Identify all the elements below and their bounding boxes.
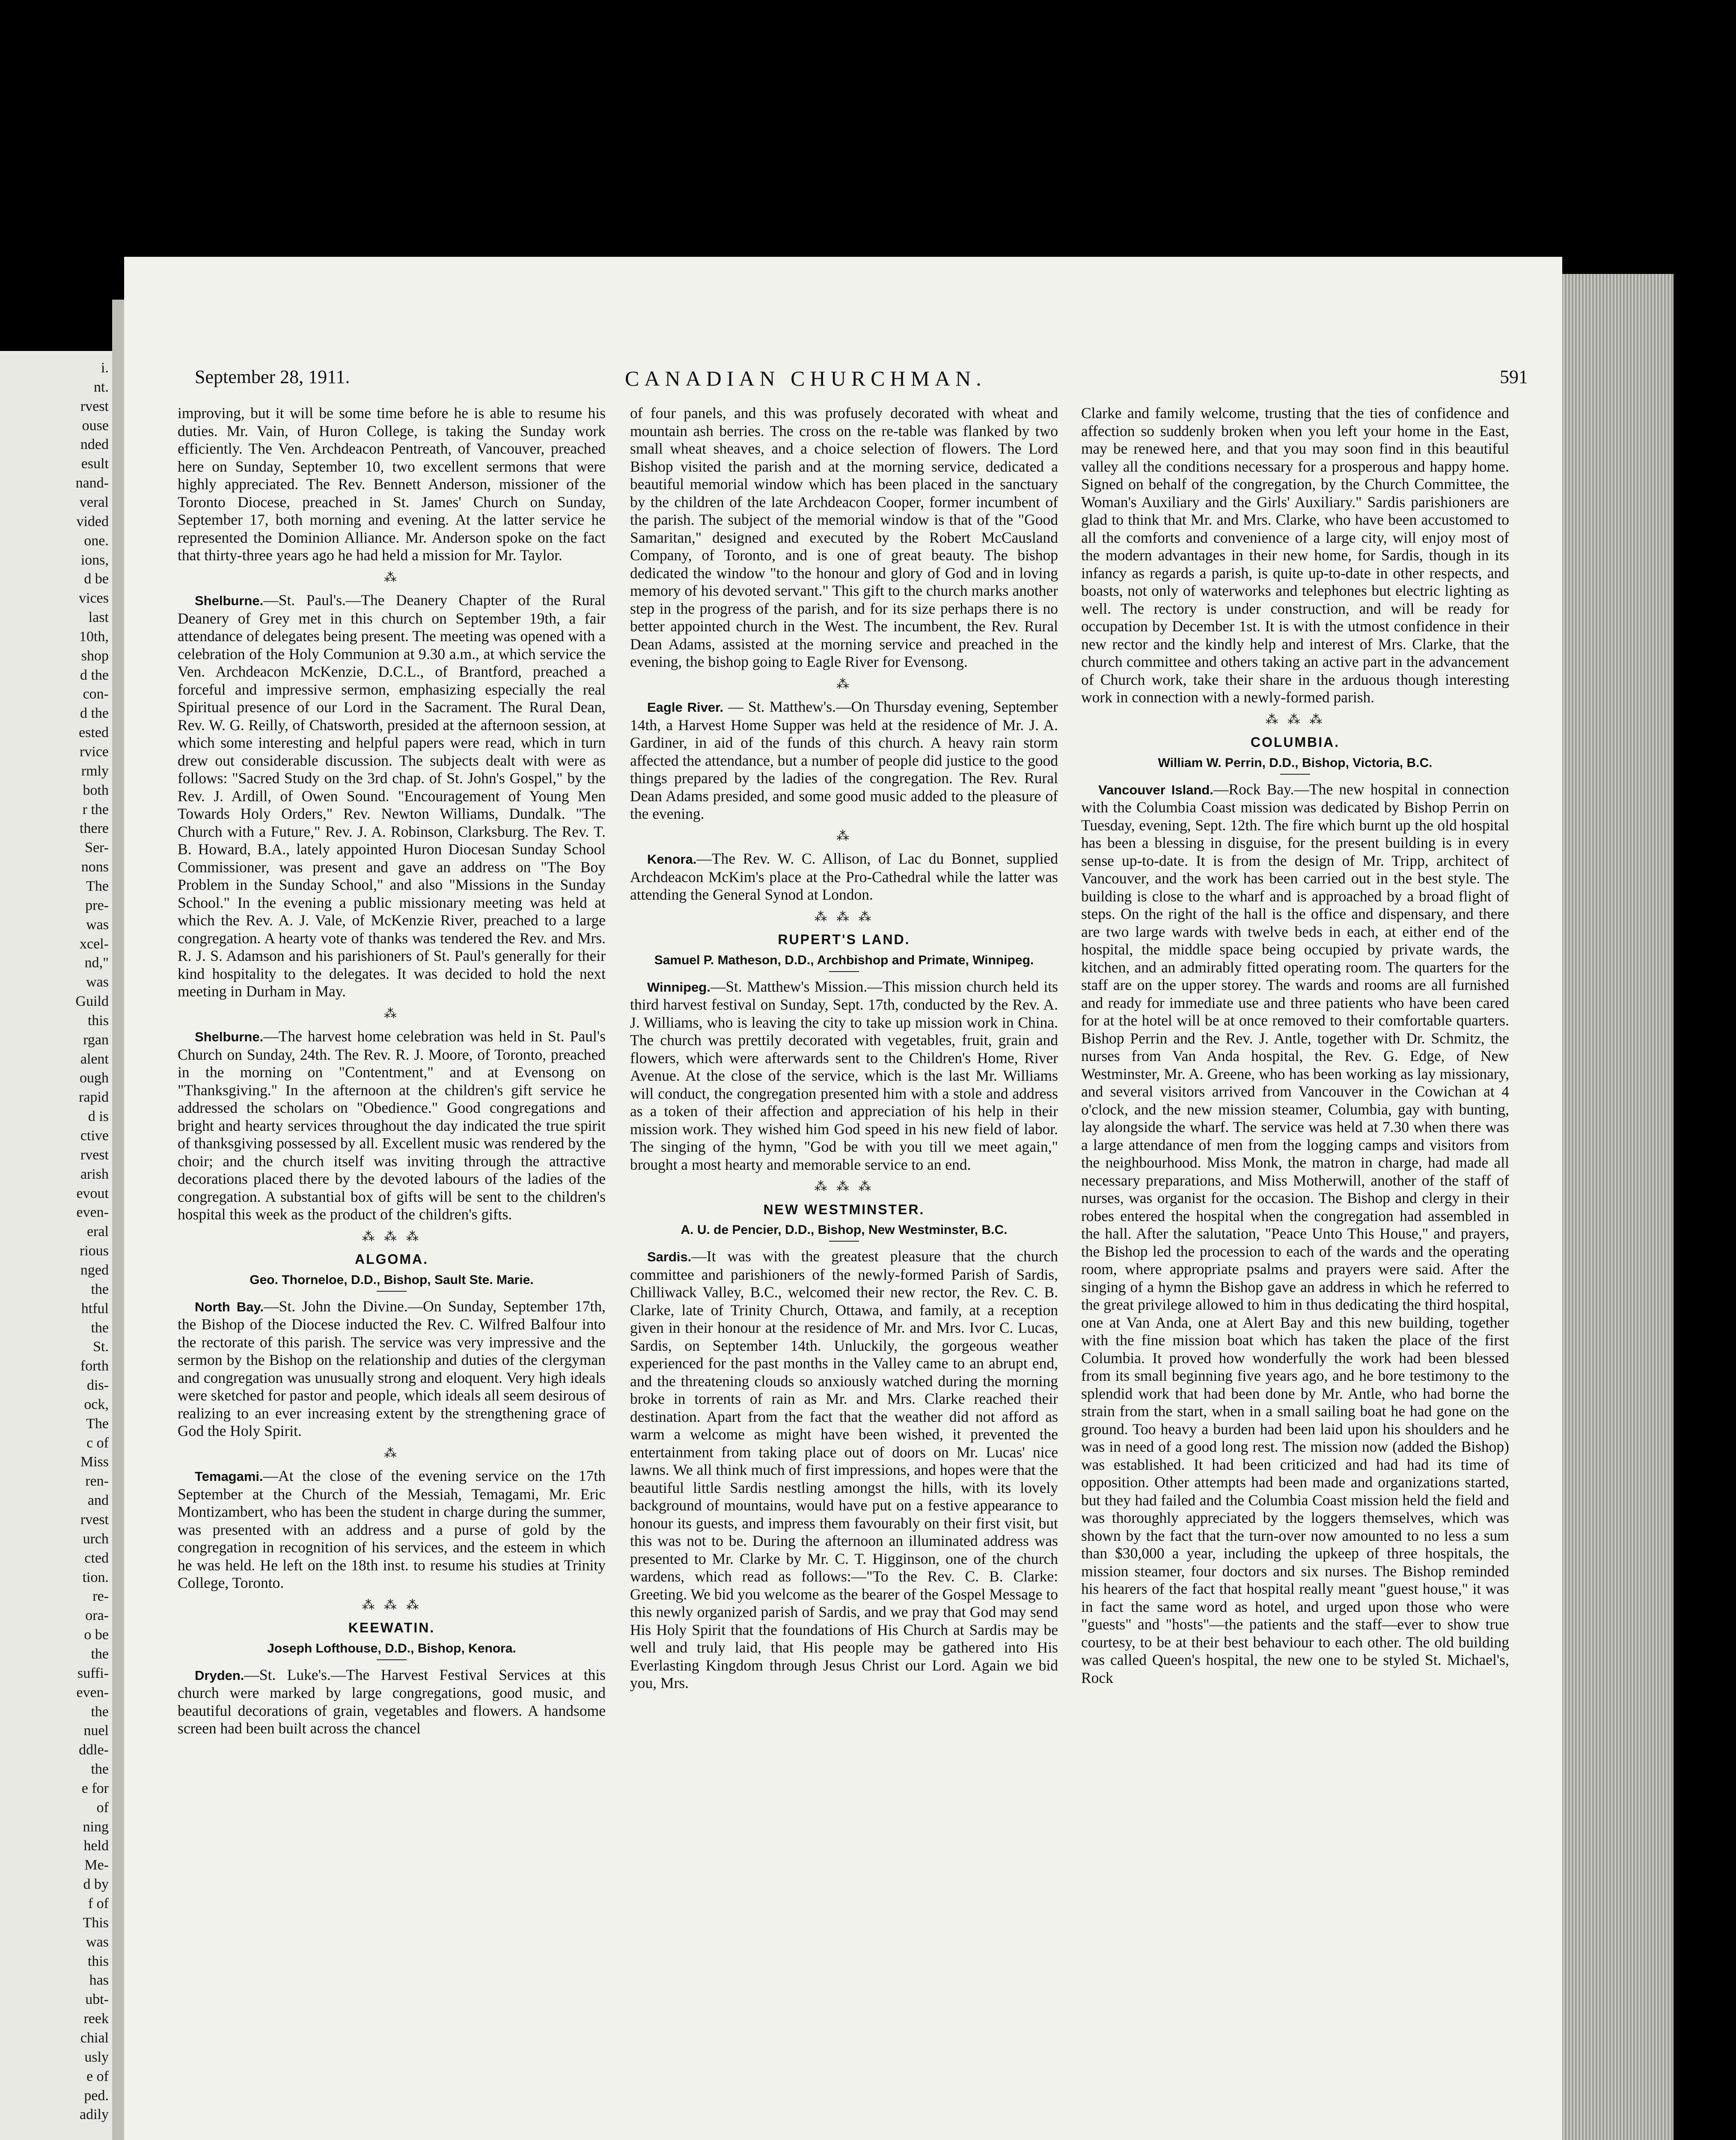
left-page-text-fragment: rgan: [83, 1031, 109, 1048]
left-page-text-fragment: last: [88, 609, 109, 626]
left-page-text-fragment: pre-: [85, 897, 109, 913]
ornament: ⁂: [836, 676, 852, 692]
bishop-heading: William W. Perrin, D.D., Bishop, Victoria, B.C.: [1158, 755, 1433, 770]
bishop-heading: Joseph Lofthouse, D.D., Bishop, Kenora.: [267, 1641, 516, 1656]
left-page-text-fragment: This: [83, 1914, 109, 1931]
place-name: Sardis.: [647, 1249, 692, 1264]
article-paragraph: of four panels, and this was profusely decorated with wheat and mountain ash berries. The cross on the re-table was flanked by two small wheat sheaves, and a choice selection of flowers. The Lord Bishop visited the parish and at the morning service, dedicated a beautiful memorial window which has been placed in the sanctuary by the children of the late Archdeacon Cooper, former incumbent of the parish. The subject of the memorial window is that of the "Good Samaritan," designed and executed by the Robert McCausland Company, of Toronto, and is one of great beauty. The bishop dedicated the window "to the honour and glory of God and in loving memory of his devoted servant." This gift to the church marks another step in the progress of the parish, and for its size perhaps there is no better appointed church in the West. The incumbent, the Rev. Rural Dean Adams, assisted at the morning service and preached in the evening, the bishop going to Eagle River for Evensong.: [630, 404, 1058, 670]
article-paragraph: Winnipeg.—St. Matthew's Mission.—This mission church held its third harvest festival on Sunday, Sept. 17th, conducted by the Rev. A. J. Williams, who is leaving the city to take up mission work in China. The church was prettily decorated with vegetables, fruit, grain and flowers, which were afterwards sent to the Children's Home, River Avenue. At the close of the service, which is the last Mr. Williams will conduct, the congregation presented him with a stole and address as a token of their affection and appreciation of his help in their mission work. They wished him God speed in his new field of labor. The singing of the hymn, "God be with you till we meet again," brought a most hearty and memorable service to an end.: [630, 978, 1058, 1173]
left-page-text-fragment: d is: [88, 1109, 109, 1125]
left-page-text-fragment: reek: [83, 2011, 109, 2027]
ornament: ⁂ ⁂ ⁂: [362, 1229, 422, 1244]
divider: [829, 971, 859, 972]
bishop-heading: Samuel P. Matheson, D.D., Archbishop and Primate, Winnipeg.: [654, 953, 1034, 967]
left-page-text-fragment: ning: [83, 1819, 109, 1835]
place-name: Eagle River.: [647, 700, 724, 715]
ornament: ⁂: [836, 828, 852, 844]
left-page-text-fragment: the: [91, 1281, 109, 1297]
left-page-text-fragment: the: [91, 1646, 109, 1662]
left-page-text-fragment: rmly: [81, 763, 109, 779]
left-page-text-fragment: d the: [80, 667, 109, 683]
ornament: ⁂ ⁂ ⁂: [814, 1179, 874, 1194]
place-name: Kenora.: [647, 852, 697, 867]
left-page-text-fragment: Me-: [84, 1857, 109, 1873]
left-page-text-fragment: rvice: [80, 744, 109, 760]
left-page-text-fragment: cted: [84, 1550, 109, 1566]
left-page-text-fragment: nded: [80, 437, 109, 453]
left-page-text-fragment: dis-: [87, 1377, 109, 1394]
bishop-heading: A. U. de Pencier, D.D., Bishop, New Westminster, B.C.: [681, 1223, 1008, 1237]
ornament: ⁂: [384, 570, 399, 585]
divider: [1280, 774, 1310, 775]
newspaper-page: [124, 257, 1562, 2140]
left-page-text-fragment: eral: [87, 1224, 109, 1240]
left-page-text-fragment: of: [96, 1799, 109, 1816]
left-page-text-fragment: esult: [81, 456, 109, 472]
article-paragraph: Clarke and family welcome, trusting that the ties of confidence and affection so suddenly broken when you left your home in the East, may be renewed here, and that you may soon find in this beautiful valley all the conditions necessary for a prosperous and happy home. Signed on behalf of the congregation, by the Church Committee, the Woman's Auxiliary and the Girls' Auxiliary." Sardis parishioners are glad to think that Mr. and Mrs. Clarke, who have been accustomed to all the comforts and convenience of a large city, will enjoy most of the modern advantages in their new home, for Sardis, though in its infancy as regards a parish, is quite up-to-date in other respects, and boasts, not only of waterworks and telephones but electric lighting as well. The rectory is under construction, and will be ready for occupation by December 1st. It is with the utmost confidence in their new rector and the kindly help and interest of Mrs. Clarke, that the church committee and others taking an active part in the advancement of Church work, take their share in the arduous though interesting work in connection with a newly-formed parish.: [1081, 404, 1509, 706]
left-page-text-fragment: ions,: [80, 552, 109, 568]
left-page-text-fragment: ctive: [80, 1128, 109, 1144]
left-page-text-fragment: ped.: [84, 2087, 109, 2104]
left-page-text-fragment: Ser-: [85, 840, 109, 856]
page-edges: [1562, 274, 1674, 2140]
left-page-text-fragment: htful: [81, 1300, 109, 1317]
left-page-text-fragment: ouse: [82, 417, 109, 434]
left-page-text-fragment: one.: [84, 532, 109, 549]
place-name: North Bay.: [195, 1299, 264, 1314]
ornament: ⁂: [384, 1006, 399, 1021]
page-header: [124, 366, 1562, 396]
ornament: ⁂ ⁂ ⁂: [814, 909, 874, 924]
left-page-text-fragment: both: [83, 782, 109, 798]
left-page-text-fragment: nuel: [83, 1723, 109, 1739]
left-page-text-fragment: ough: [80, 1070, 109, 1086]
left-page-text-fragment: held: [83, 1838, 109, 1854]
place-name: Temagami.: [195, 1469, 263, 1484]
left-page-text-fragment: con-: [83, 686, 109, 702]
left-page-text-fragment: the: [91, 1761, 109, 1777]
ornament: ⁂ ⁂ ⁂: [362, 1597, 422, 1613]
left-page-text-fragment: even-: [76, 1684, 109, 1700]
left-page-text-fragment: forth: [80, 1358, 109, 1374]
article-paragraph: North Bay.—St. John the Divine.—On Sunday, September 17th, the Bishop of the Diocese inducted the Rev. C. Wilfred Balfour into the rectorate of this parish. The service was very impressive and the sermon by the Bishop on the relationship and duties of the clergyman and congregation was unusually strong and eloquent. Very high ideals were sketched for pastor and people, which ideals all seem desirous of realizing to an ever increasing extent by the strengthening grace of God the Holy Spirit.: [178, 1297, 606, 1439]
left-page-text-fragment: nged: [80, 1262, 109, 1278]
left-page-text-fragment: Guild: [75, 993, 109, 1010]
left-page-text-fragment: was: [86, 1934, 109, 1950]
left-page-text-fragment: e of: [86, 2068, 109, 2084]
left-page-text-fragment: rious: [80, 1243, 109, 1259]
header-title: CANADIAN CHURCHMAN.: [625, 366, 987, 390]
place-name: Dryden.: [195, 1667, 244, 1683]
left-page-text-fragment: rvest: [80, 1512, 109, 1528]
left-page-fragment: [0, 351, 112, 2140]
left-page-text-fragment: r the: [82, 801, 109, 817]
diocese-heading: NEW WESTMINSTER.: [763, 1201, 925, 1217]
left-page-text-fragment: chial: [80, 2030, 109, 2046]
left-page-text-fragment: nons: [81, 859, 109, 875]
left-page-text-fragment: even-: [76, 1204, 109, 1221]
left-page-text-fragment: Miss: [80, 1454, 109, 1470]
left-page-text-fragment: vices: [79, 590, 109, 606]
left-page-text-fragment: xcel-: [80, 936, 109, 952]
left-page-text-fragment: this: [87, 1953, 109, 1969]
header-date: September 28, 1911.: [195, 366, 350, 387]
article-paragraph: Sardis.—It was with the greatest pleasure that the church committee and parishioners of the newly-formed Parish of Sardis, Chilliwack Valley, B.C., welcomed their new rector, the Rev. C. B. Clarke, late of Trinity Church, Ottawa, and family, at a reception given in their honour at the residence of Mr. and Mrs. Ivor C. Lucas, Sardis, on September 14th. Unluckily, the gorgeous weather experienced for the past months in the Valley came to an abrupt end, and the threatening clouds so anxiously watched during the morning broke in torrents of rain as Mr. and Mrs. Clarke reached their destination. Apart from the fact that the weather did not afford as warm a welcome as might have been wished, it prevented the entertainment from taking place out of doors on Mr. Lucas' nice lawns. We all think much of first impressions, and hopes were that the beautiful little Sardis nestling amongst the hills, with its lovely background of mountains, would have put on a festive appearance to honour its guests, and impress them favourably on their first visit, but this was not to be. During the afternoon an illuminated address was presented to Mr. Clarke by Mr. C. T. Higginson, one of the church wardens, which read as follows:—"To the Rev. C. B. Clarke: Greeting. We bid you welcome as the bearer of the Gospel Message to this newly organized parish of Sardis, and we pray that God may send His Holy Spirit that the foundations of His Church at Sardis may be well and truly laid, that His people may be gathered into His Everlasting Kingdom through Jesus Christ our Lord. Again we bid you, Mrs.: [630, 1248, 1058, 1691]
left-page-text-fragment: there: [80, 820, 109, 837]
left-page-text-fragment: tion.: [82, 1569, 109, 1585]
bishop-heading: Geo. Thorneloe, D.D., Bishop, Sault Ste. Marie.: [250, 1272, 534, 1287]
column-3: [1081, 404, 1509, 1688]
left-page-text-fragment: the: [91, 1703, 109, 1720]
article-paragraph: Eagle River. — St. Matthew's.—On Thursday evening, September 14th, a Harvest Home Supper was held at the residence of Mr. J. A. Gardiner, in aid of the funds of this church. A heavy rain storm affected the attendance, but a number of people did justice to the good things prepared by the ladies of the congregation. The Rev. Rural Dean Adams presided, and some good music added to the pleasure of the evening.: [630, 698, 1058, 822]
divider: [829, 1241, 859, 1242]
left-page-text-fragment: shop: [81, 648, 109, 664]
left-page-text-fragment: this: [87, 1012, 109, 1028]
diocese-heading: COLUMBIA.: [1250, 734, 1340, 750]
left-page-text-fragment: d the: [80, 705, 109, 722]
left-page-text-fragment: c of: [86, 1435, 109, 1451]
diocese-heading: KEEWATIN.: [348, 1620, 435, 1635]
left-page-text-fragment: nand-: [75, 475, 109, 491]
left-page-text-fragment: nd,": [84, 955, 109, 971]
left-page-text-fragment: f of: [88, 1896, 109, 1911]
left-page-text-fragment: and: [87, 1492, 109, 1509]
article-paragraph: Shelburne.—St. Paul's.—The Deanery Chapter of the Rural Deanery of Grey met in this church on September 19th, a fair attendance of delegates being present. The meeting was opened with a celebration of the Holy Communion at 9.30 a.m., at which service the Ven. Archdeacon McKenzie, D.C.L., of Brantford, preached a forceful and impressive sermon, emphasizing especially the real Spiritual presence of our Lord in the Sacrament. The Rural Dean, Rev. W. G. Reilly, of Chatsworth, presided at the afternoon session, at which some interesting and helpful papers were read, which in turn drew out considerable discussion. The subjects dealt with were as follows: "Sacred Study on the 3rd chap. of St. John's Gospel," by the Rev. J. Ardill, of Owen Sound. "Encouragement of Young Men Towards Holy Orders," Rev. Newton Williams, Dundalk. "The Church with a Future," Rev. J. A. Robinson, Clarksburg. The Rev. T. B. Howard, B.A., lately appointed Huron Diocesan Sunday School Commissioner, was present and gave an address on "The Boy Problem in the Sunday School," and also "Missions in the Sunday School." In the evening a public missionary meeting was held at which the Rev. A. J. Vale, of McKenzie River, preached to a large congregation. A hearty vote of thanks was tendered the Rev. and Mrs. R. J. S. Adamson and his parishioners of St. Paul's generally for their kind hospitality to the delegates. It was decided to hold the next meeting in Durham in May.: [178, 591, 606, 1000]
left-page-text-fragment: St.: [93, 1339, 109, 1355]
article-paragraph: Temagami.—At the close of the evening service on the 17th September at the Church of the Messiah, Temagami, Mr. Eric Montizambert, who has been the student in charge during the summer, was presented with an address and a purse of gold by the congregation in recognition of his services, and the esteem in which he was held. He left on the 18th inst. to resume his studies at Trinity College, Toronto.: [178, 1467, 606, 1591]
article-paragraph: improving, but it will be some time before he is able to resume his duties. Mr. Vain, of Huron College, is taking the Sunday work efficiently. The Ven. Archdeacon Pentreath, of Vancouver, preached here on Sunday, September 10, two excellent sermons that were highly appreciated. The Rev. Bennett Anderson, missioner of the Toronto Diocese, preached in St. James' Church on Sunday, September 17, both morning and evening. At the latter service he represented the Dominion Alliance. Mr. Anderson spoke on the fact that thirty-three years ago he had held a mission for Mr. Taylor.: [178, 404, 606, 564]
left-page-text-fragment: re-: [92, 1588, 109, 1605]
left-page-text-fragment: ested: [79, 725, 109, 741]
ornament: ⁂ ⁂ ⁂: [1265, 712, 1325, 727]
left-page-text-fragment: ora-: [85, 1608, 109, 1624]
left-page-text-fragment: arish: [80, 1166, 109, 1182]
left-page-text-fragment: rvest: [80, 1147, 109, 1163]
column-1: [178, 404, 606, 1739]
left-page-text-fragment: veral: [80, 494, 109, 510]
left-page-text-fragment: rapid: [79, 1089, 109, 1106]
column-2: [630, 404, 1058, 1694]
divider: [377, 1291, 407, 1292]
article-paragraph: Dryden.—St. Luke's.—The Harvest Festival Services at this church were marked by large congregations, good music, and beautiful decorations of grain, vegetables and flowers. A handsome screen had been built across the chancel: [178, 1666, 606, 1737]
ornament: ⁂: [384, 1445, 399, 1461]
place-name: Shelburne.: [195, 1029, 264, 1044]
left-page-text-fragment: has: [89, 1972, 109, 1988]
left-page-text-fragment: ock,: [84, 1396, 109, 1412]
place-name: Shelburne.: [195, 593, 264, 608]
diocese-heading: RUPERT'S LAND.: [778, 932, 910, 947]
left-page-text-fragment: urch: [83, 1531, 109, 1547]
left-page-text-fragment: ren-: [85, 1473, 109, 1489]
divider: [377, 1659, 407, 1660]
book-spine: [112, 300, 124, 2140]
left-page-text-fragment: o be: [84, 1627, 109, 1643]
place-name: Vancouver Island.: [1098, 782, 1213, 797]
left-page-text-fragment: vided: [76, 513, 109, 529]
article-paragraph: Vancouver Island.—Rock Bay.—The new hospital in connection with the Columbia Coast mission was dedicated by Bishop Perrin on Tuesday, evening, Sept. 12th. The fire which burnt up the old hospital has been a blessing in disguise, for the present building is in every sense up-to-date. It is from the design of Mr. Tripp, architect of Vancouver, and the work has been carried out in the best style. The building is close to the wharf and is approached by a broad flight of steps. On the right of the hall is the office and dispensary, and there are two large wards with twelve beds in each, at either end of the hospital, the middle space being occupied by private wards, the kitchen, and an admirably fitted operating room. The quarters for the staff are on the upper storey. The wards and rooms are all furnished and ready for immediate use and three patients who have been cared for at the hotel will be at once removed to their comfortable quarters. Bishop Perrin and the Rev. J. Antle, together with Dr. Schmitz, the nurses from Van Anda hospital, the Rev. G. Edge, of New Westminster, Mr. A. Greene, who has been working as lay missionary, and several visitors arrived from Vancouver in the Cowichan at 4 o'clock, and the new mission steamer, Columbia, gay with bunting, lay alongside the wharf. The service was held at 7.30 when there was a large attendance of men from the logging camps and visitors from the neighbourhood. Miss Monk, the matron in charge, had made all necessary preparations, and Miss Motherwill, another of the staff of nurses, was organist for the occasion. The Bishop and clergy in their robes entered the hospital when the congregation had assembled in the hall. After the salutation, "Peace Unto This House," and prayers, the Bishop led the procession to each of the wards and the operating room, where appropriate psalms and prayers were said. After the singing of a hymn the Bishop gave an address in which he referred to the great privilege allowed to him in thus dedicating the third hospital, one at Van Anda, one at Alert Bay and this new building, together with the fine mission boat which has taken the place of the first Columbia. It proved how wonderfully the work had been blessed from its small beginning five years ago, and he bore testimony to the splendid work that had been done by Mr. Antle, who had borne the strain from the start, when in a small sailing boat he had gone on the ground. Too heavy a burden had been laid upon his shoulders and he was in need of a good long rest. The mission now (added the Bishop) was established. It had been criticized and had had its time of opposition. Other attempts had been made and organizations started, but they had failed and the Columbia Coast mission held the field and was thoroughly appreciated by the loggers themselves, which was shown by the fact that the turn-over now amounted to no less a sum than $30,000 a year, including the upkeep of three hospitals, the mission steamer, four doctors and six nurses. The Bishop reminded his hearers of the fact that hospital really meant "guest house," it was in fact the same word as hotel, and urged upon those who were "guests" and "hosts"—the patients and the staff—ever to show true courtesy, to be at their best behaviour to each other. The old building was called Queen's hospital, the new one to be styled St. Michael's, Rock: [1081, 780, 1510, 1686]
left-page-text-fragment: usly: [84, 2049, 109, 2065]
left-page-text-fragment: suffi-: [77, 1665, 109, 1681]
place-name: Winnipeg.: [647, 979, 710, 995]
article-paragraph: Kenora.—The Rev. W. C. Allison, of Lac du Bonnet, supplied Archdeacon McKim's place at the Pro-Cathedral while the latter was attending the General Synod at London.: [630, 850, 1058, 903]
left-page-text-fragment: The: [86, 878, 109, 894]
left-page-text-fragment: The: [86, 1415, 109, 1432]
left-page-text-fragment: ubt-: [85, 1991, 109, 2008]
left-page-text-fragment: i.: [101, 360, 109, 376]
left-page-text-fragment: e for: [81, 1780, 109, 1796]
left-page-text-fragment: 10th,: [79, 628, 109, 645]
left-page-text-fragment: the: [91, 1320, 109, 1336]
article-paragraph: Shelburne.—The harvest home celebration was held in St. Paul's Church on Sunday, 24th. The Rev. R. J. Moore, of Toronto, preached in the morning on "Contentment," and at Evensong on "Thanksgiving." In the afternoon at the children's gift service he addressed the scholars on "Obedience." Good congregations and bright and hearty services throughout the day indicated the true spirit of thanksgiving possessed by all. Excellent music was rendered by the choir; and the church itself was inviting through the attractive decorations placed there by the devoted labours of the ladies of the congregation. A substantial box of gifts will be sent to the children's hospital this week as the product of the children's gifts.: [178, 1028, 606, 1223]
left-page-text-fragment: was: [86, 916, 109, 933]
left-page-text-fragment: evout: [76, 1185, 109, 1201]
left-page-text-fragment: was: [86, 974, 109, 990]
left-page-text-fragment: adily: [80, 2107, 109, 2123]
left-page-text-fragment: rvest: [80, 398, 109, 414]
left-page-text-fragment: nt.: [94, 379, 109, 395]
left-page-text-fragment: alent: [80, 1051, 109, 1067]
diocese-heading: ALGOMA.: [354, 1251, 429, 1267]
page-number: 591: [1500, 366, 1528, 387]
left-page-text-fragment: d by: [83, 1876, 109, 1893]
left-page-text-fragment: ddle-: [79, 1742, 109, 1758]
left-page-text-fragment: d be: [84, 571, 109, 587]
